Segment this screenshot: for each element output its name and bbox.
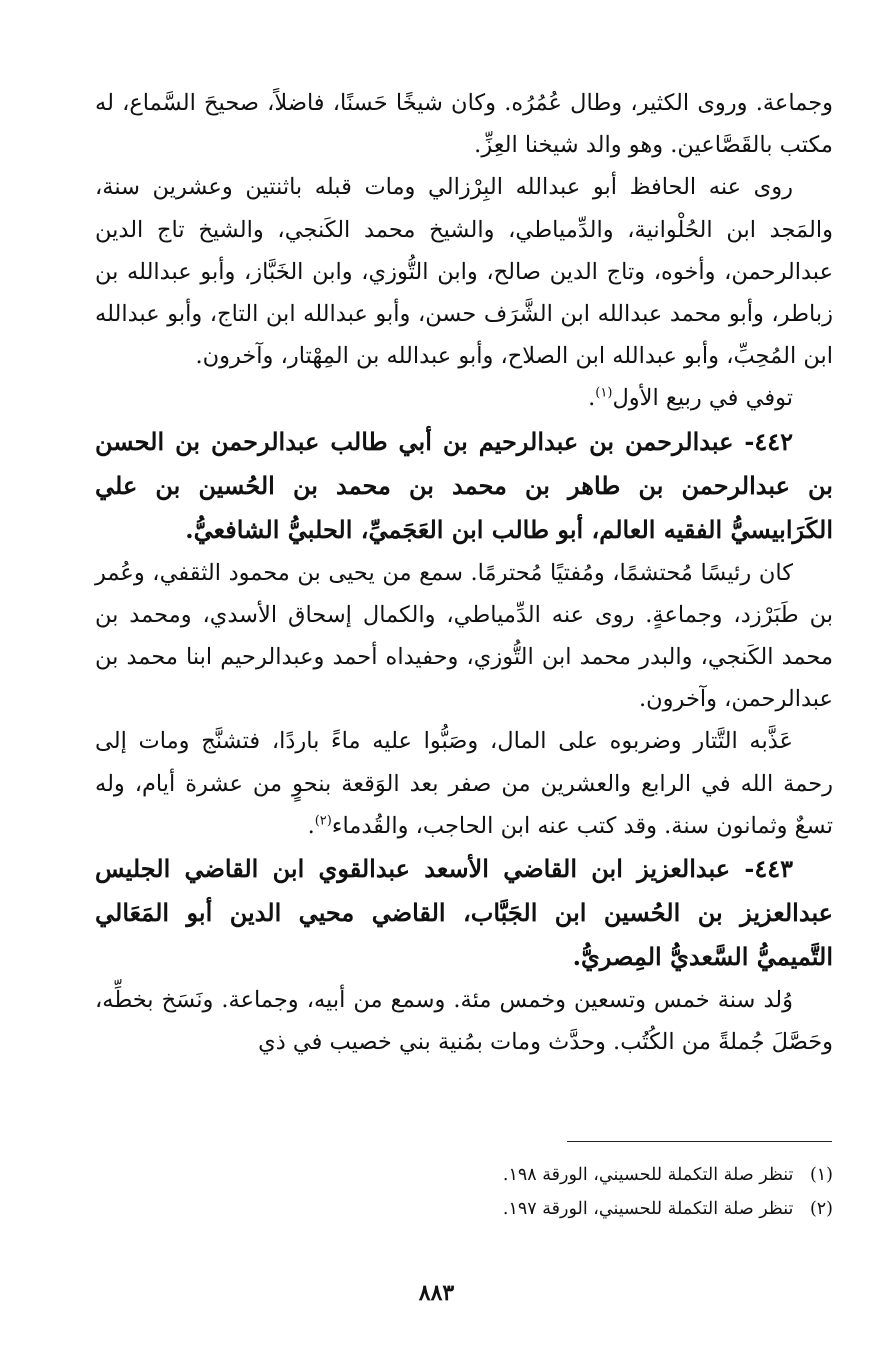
death-text-442: عَذَّبه التَّتار وضربوه على المال، وصَبُّوا عليه ماءً باردًا، فتشنَّج ومات إلى رحمة الله في الرابع والعشرين من صفر بعد الوَقعة بنحوٍ من عشرة أيام، وله تسعٌ وثمانون سنة. وقد كتب عنه ابن الحاجب، والقُدماء bbox=[95, 728, 833, 839]
footnote-text: تنظر صلة التكملة للحسيني، الورقة ١٩٧. bbox=[502, 1199, 794, 1219]
paragraph-biography-442: كان رئيسًا مُحتشمًا، ومُفتيًا مُحترمًا. سمع من يحيى بن محمود الثقفي، وعُمر بن طَبَرْزد، وجماعةٍ. روى عنه الدِّمياطي، والكمال إسحاق الأسدي، ومحمد بن محمد الكَنجي، والبدر محمد ابن التُّوزي، وحفيداه أحمد وعبدالرحيم ابنا محمد بن عبدالرحمن، وآخرون. bbox=[95, 559, 833, 713]
footnote-2 bbox=[95, 1192, 833, 1226]
entry-title-442: عبدالرحمن بن عبدالرحيم بن أبي طالب عبدالرحمن بن الحسن بن عبدالرحمن بن طاهر بن محمد بن محمد بن الحُسين بن علي الكَرَابيسيُّ الفقيه العالم، أبو طالب ابن العَجَميِّ، الحلبيُّ الشافعيُّ. bbox=[95, 426, 833, 544]
paragraph-biography-443: وُلد سنة خمس وتسعين وخمس مئة. وسمع من أبيه، وجماعة. ونَسَخ بخطِّه، وحَصَّلَ جُملةً من الكُتُب. وحدَّث ومات بمُنية بني خصيب في ذي bbox=[95, 987, 833, 1056]
footnote-1 bbox=[95, 1158, 833, 1192]
entry-heading-442 bbox=[95, 420, 833, 552]
page-number: ٨٨٣ bbox=[418, 1280, 455, 1306]
footnote-divider bbox=[567, 1141, 832, 1142]
entry-title-443: عبدالعزيز ابن القاضي الأسعد عبدالقوي ابن القاضي الجليس عبدالعزيز بن الحُسين ابن الجَبَّاب، القاضي محيي الدين أبو المَعَالي التَّميميُّ السَّعديُّ المِصريُّ. bbox=[95, 854, 833, 972]
footnote-ref-1[interactable]: (١) bbox=[595, 385, 613, 401]
footnotes bbox=[95, 1158, 833, 1226]
footnote-text: تنظر صلة التكملة للحسيني، الورقة ١٩٨. bbox=[502, 1165, 794, 1185]
paragraph-death-442: عَذَّبه التَّتار وضربوه على المال، وصَبُّوا عليه ماءً باردًا، فتشنَّج ومات إلى رحمة الله في الرابع والعشرين من صفر بعد الوَقعة بنحوٍ من عشرة أيام، وله تسعٌ وثمانون سنة. وقد كتب عنه ابن الحاجب، والقُدماء$^{(٢)}$. bbox=[95, 728, 833, 839]
footnote-ref-2[interactable]: (٢) bbox=[314, 813, 332, 829]
entry-heading-443 bbox=[95, 847, 833, 979]
death-date-text: توفي في ربيع الأول bbox=[612, 385, 793, 412]
footnote-number: (٢) bbox=[809, 1199, 833, 1219]
footnote-number: (١) bbox=[809, 1165, 833, 1185]
paragraph-continuation: وجماعة. وروى الكثير، وطال عُمُرُه. وكان شيخًا حَسنًا، فاضلاً، صحيحَ السَّماع، له مكتب بالقَصَّاعين. وهو والد شيخنا العِزِّ. bbox=[95, 90, 833, 159]
entry-number-442: ٤٤٢- bbox=[744, 426, 793, 456]
main-text bbox=[95, 82, 833, 1063]
paragraph-death-date: توفي في ربيع الأول$^{(١)}$. bbox=[588, 385, 793, 412]
paragraph-narrators: روى عنه الحافظ أبو عبدالله البِرْزالي ومات قبله باثنتين وعشرين سنة، والمَجد ابن الحُلْوانية، والدِّمياطي، والشيخ محمد الكَنجي، والشيخ تاج الدين عبدالرحمن، وأخوه، وتاج الدين صالح، وابن التُّوزي، وابن الخَبَّاز، وأبو عبدالله بن زباطر، وأبو محمد عبدالله ابن الشَّرَف حسن، وأبو عبدالله ابن التاج، وأبو عبدالله ابن المُحِبِّ، وأبو عبدالله ابن الصلاح، وأبو عبدالله بن المِهْتار، وآخرون. bbox=[95, 174, 833, 370]
entry-number-443: ٤٤٣- bbox=[744, 854, 793, 884]
